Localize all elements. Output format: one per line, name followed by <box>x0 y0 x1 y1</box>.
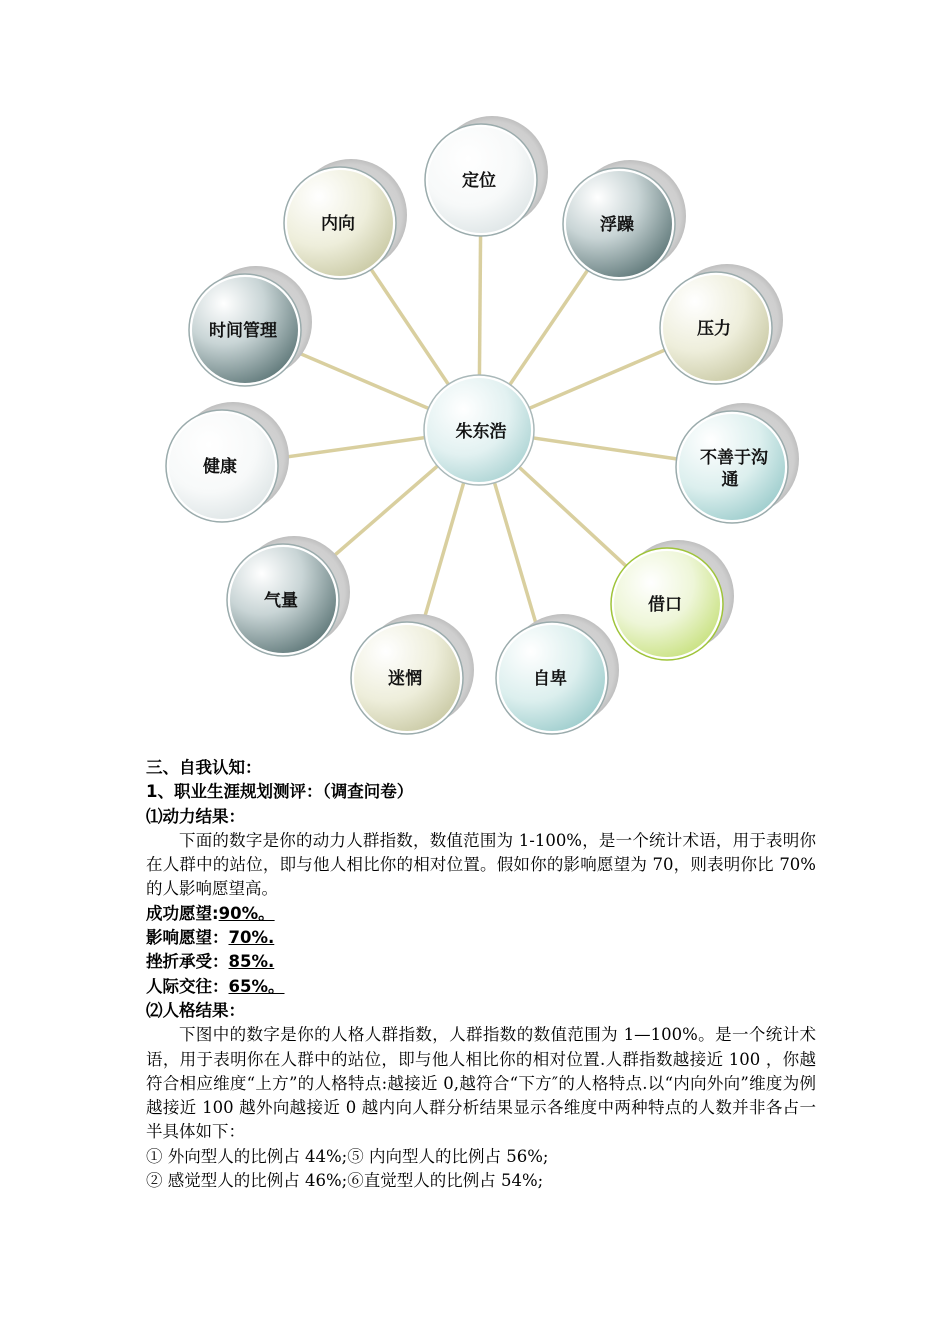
score-label: 人际交往： <box>146 976 229 996</box>
score-line-influence <box>146 926 816 950</box>
center-node-label: 朱东浩 <box>455 422 507 442</box>
score-label: 挫折承受： <box>146 952 229 972</box>
topic-node <box>611 540 734 660</box>
section-heading: 三、自我认知： <box>146 758 262 777</box>
score-line-frustration <box>146 950 816 974</box>
node-label: 迷惘 <box>388 669 422 689</box>
node-label: 借口 <box>648 595 682 615</box>
topic-node <box>660 264 783 384</box>
score-value: 90%。 <box>218 903 275 923</box>
list-item: ② 感觉型人的比例占 46%;⑥直觉型人的比例占 54%; <box>146 1171 544 1191</box>
topic-node <box>425 116 548 236</box>
score-line-social <box>146 975 816 999</box>
subsection-heading: 1、职业生涯规划测评：（调查问卷） <box>146 782 414 802</box>
node-label: 压力 <box>697 319 731 339</box>
topic-node <box>189 266 312 386</box>
document-body <box>146 756 816 1193</box>
score-value: 70%. <box>228 928 275 948</box>
node-label: 内向 <box>321 214 355 234</box>
topic-node <box>496 614 619 734</box>
topic-node <box>563 160 686 280</box>
score-label: 影响愿望： <box>146 928 229 948</box>
node-label: 定位 <box>462 171 496 191</box>
node-label: 健康 <box>203 457 237 477</box>
dynamics-paragraph: 下面的数字是你的动力人群指数，数值范围为 1-100%，是一个统计术语，用于表明你在人群中的站位，即与他人相比你的相对位置。假如你的影响愿望为 70，则表明你比 70%的人影响愿望高。 <box>146 830 816 899</box>
node-label: 气量 <box>264 591 298 611</box>
dynamics-heading: ⑴动力结果： <box>146 806 245 826</box>
node-label: 浮躁 <box>600 215 634 235</box>
list-item: ① 外向型人的比例占 44%;⑤ 内向型人的比例占 56%; <box>146 1146 549 1166</box>
node-label: 时间管理 <box>209 321 277 341</box>
node-label: 不善于沟通 <box>700 448 768 490</box>
node-label: 自卑 <box>533 669 567 689</box>
score-value: 85%. <box>228 952 275 972</box>
topic-node <box>351 614 474 734</box>
topic-node <box>284 159 407 279</box>
topic-node <box>166 402 289 522</box>
topic-node <box>676 403 799 523</box>
topic-node <box>227 536 350 656</box>
score-label: 成功愿望: <box>146 903 219 923</box>
personality-heading: ⑵人格结果： <box>146 1000 245 1020</box>
center-node <box>424 375 534 485</box>
personality-paragraph: 下图中的数字是你的人格人群指数，人群指数的数值范围为 1—100%。是一个统计术语，用于表明你在人群中的站位，即与他人相比你的相对位置.人群指数越接近 100 ，你越符合相应维度“上方”的人格特点:越接近 0,越符合“下方″的人格特点.以“内向外向”维度为例越接近 100 越外向越接近 0 越内向人群分析结果显示各维度中两种特点的人数并非各占一半具体如下： <box>146 1025 816 1142</box>
score-value: 65%。 <box>228 976 285 996</box>
score-line-success <box>146 902 816 926</box>
